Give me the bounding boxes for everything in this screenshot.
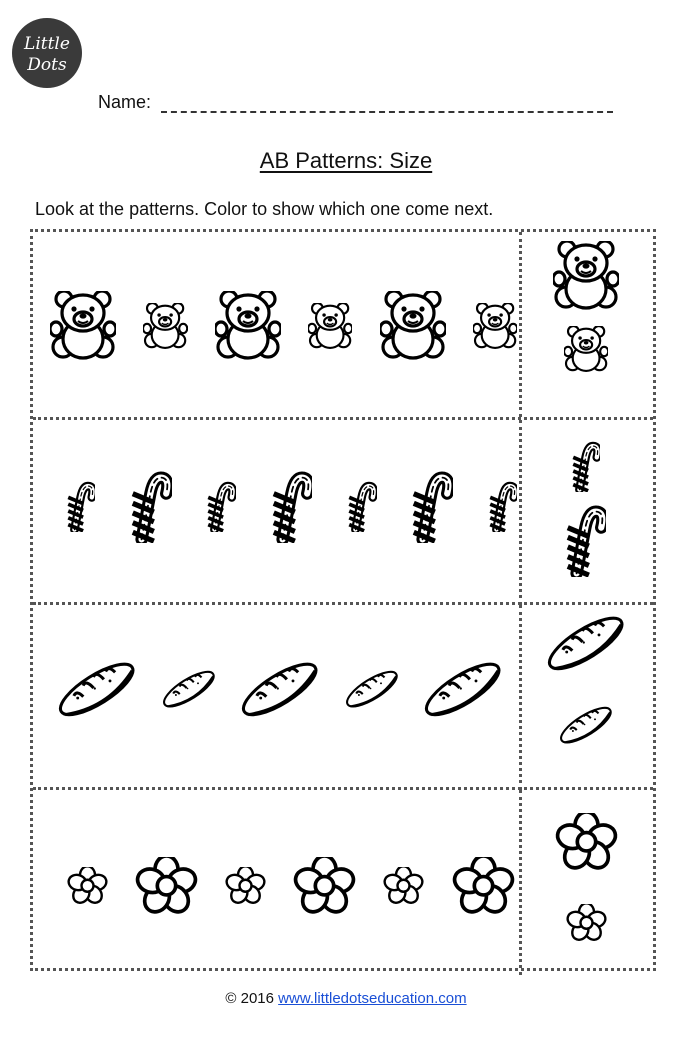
choice-candy-cane-big-icon bbox=[566, 503, 606, 582]
teddy-bear-big-icon bbox=[380, 291, 446, 368]
choice-flower-big-icon bbox=[552, 813, 621, 876]
teddy-bear-big-icon bbox=[215, 291, 281, 368]
footer bbox=[0, 990, 692, 1007]
little-dots-logo bbox=[12, 18, 82, 88]
copyright-text: © 2016 bbox=[225, 990, 274, 1007]
candy-cane-small-icon bbox=[489, 480, 518, 537]
pattern-row-bread-loaf bbox=[33, 602, 653, 790]
flower-big-icon bbox=[449, 857, 518, 920]
worksheet-title: AB Patterns: Size bbox=[259, 148, 433, 173]
choice-teddy-bear-big-icon bbox=[553, 241, 619, 318]
pattern-row-flower bbox=[33, 787, 653, 975]
teddy-bear-small-icon bbox=[143, 303, 187, 356]
choice-bread-loaf-big-icon bbox=[542, 614, 629, 678]
answer-choices bbox=[519, 420, 653, 605]
choice-flower-small-icon bbox=[564, 904, 609, 947]
pattern-sequence bbox=[33, 232, 519, 417]
candy-cane-small-icon bbox=[348, 480, 377, 537]
bread-loaf-big-icon bbox=[419, 660, 506, 724]
pattern-row-candy-cane bbox=[33, 417, 653, 605]
flower-small-icon bbox=[381, 867, 426, 910]
answer-choices bbox=[519, 790, 653, 975]
candy-cane-big-icon bbox=[272, 469, 312, 548]
name-label: Name: bbox=[98, 92, 152, 112]
choice-candy-cane-small-icon bbox=[572, 440, 601, 497]
choice-teddy-bear-small-icon bbox=[564, 326, 608, 379]
answer-choices bbox=[519, 605, 653, 790]
bread-loaf-big-icon bbox=[53, 660, 140, 724]
pattern-row-teddy-bear bbox=[33, 232, 653, 417]
pattern-grid bbox=[30, 229, 656, 971]
instructions-text: Look at the patterns. Color to show which one come next. bbox=[35, 199, 494, 219]
logo-line1: Little bbox=[24, 34, 70, 54]
candy-cane-big-icon bbox=[412, 469, 452, 548]
name-write-line[interactable] bbox=[161, 93, 613, 113]
candy-cane-big-icon bbox=[131, 469, 171, 548]
answer-choices bbox=[519, 232, 653, 417]
bread-loaf-small-icon bbox=[159, 669, 219, 714]
pattern-sequence bbox=[33, 420, 519, 605]
pattern-sequence bbox=[33, 605, 519, 790]
flower-big-icon bbox=[290, 857, 359, 920]
bread-loaf-small-icon bbox=[342, 669, 402, 714]
pattern-sequence bbox=[33, 790, 519, 975]
teddy-bear-small-icon bbox=[473, 303, 517, 356]
logo-line2: Dots bbox=[27, 55, 67, 75]
teddy-bear-big-icon bbox=[50, 291, 116, 368]
candy-cane-small-icon bbox=[207, 480, 236, 537]
candy-cane-small-icon bbox=[67, 480, 96, 537]
flower-small-icon bbox=[223, 867, 268, 910]
bread-loaf-big-icon bbox=[236, 660, 323, 724]
flower-big-icon bbox=[132, 857, 201, 920]
teddy-bear-small-icon bbox=[308, 303, 352, 356]
name-field-row bbox=[98, 92, 613, 113]
website-link[interactable]: www.littledotseducation.com bbox=[278, 990, 467, 1007]
choice-bread-loaf-small-icon bbox=[556, 705, 616, 750]
flower-small-icon bbox=[65, 867, 110, 910]
